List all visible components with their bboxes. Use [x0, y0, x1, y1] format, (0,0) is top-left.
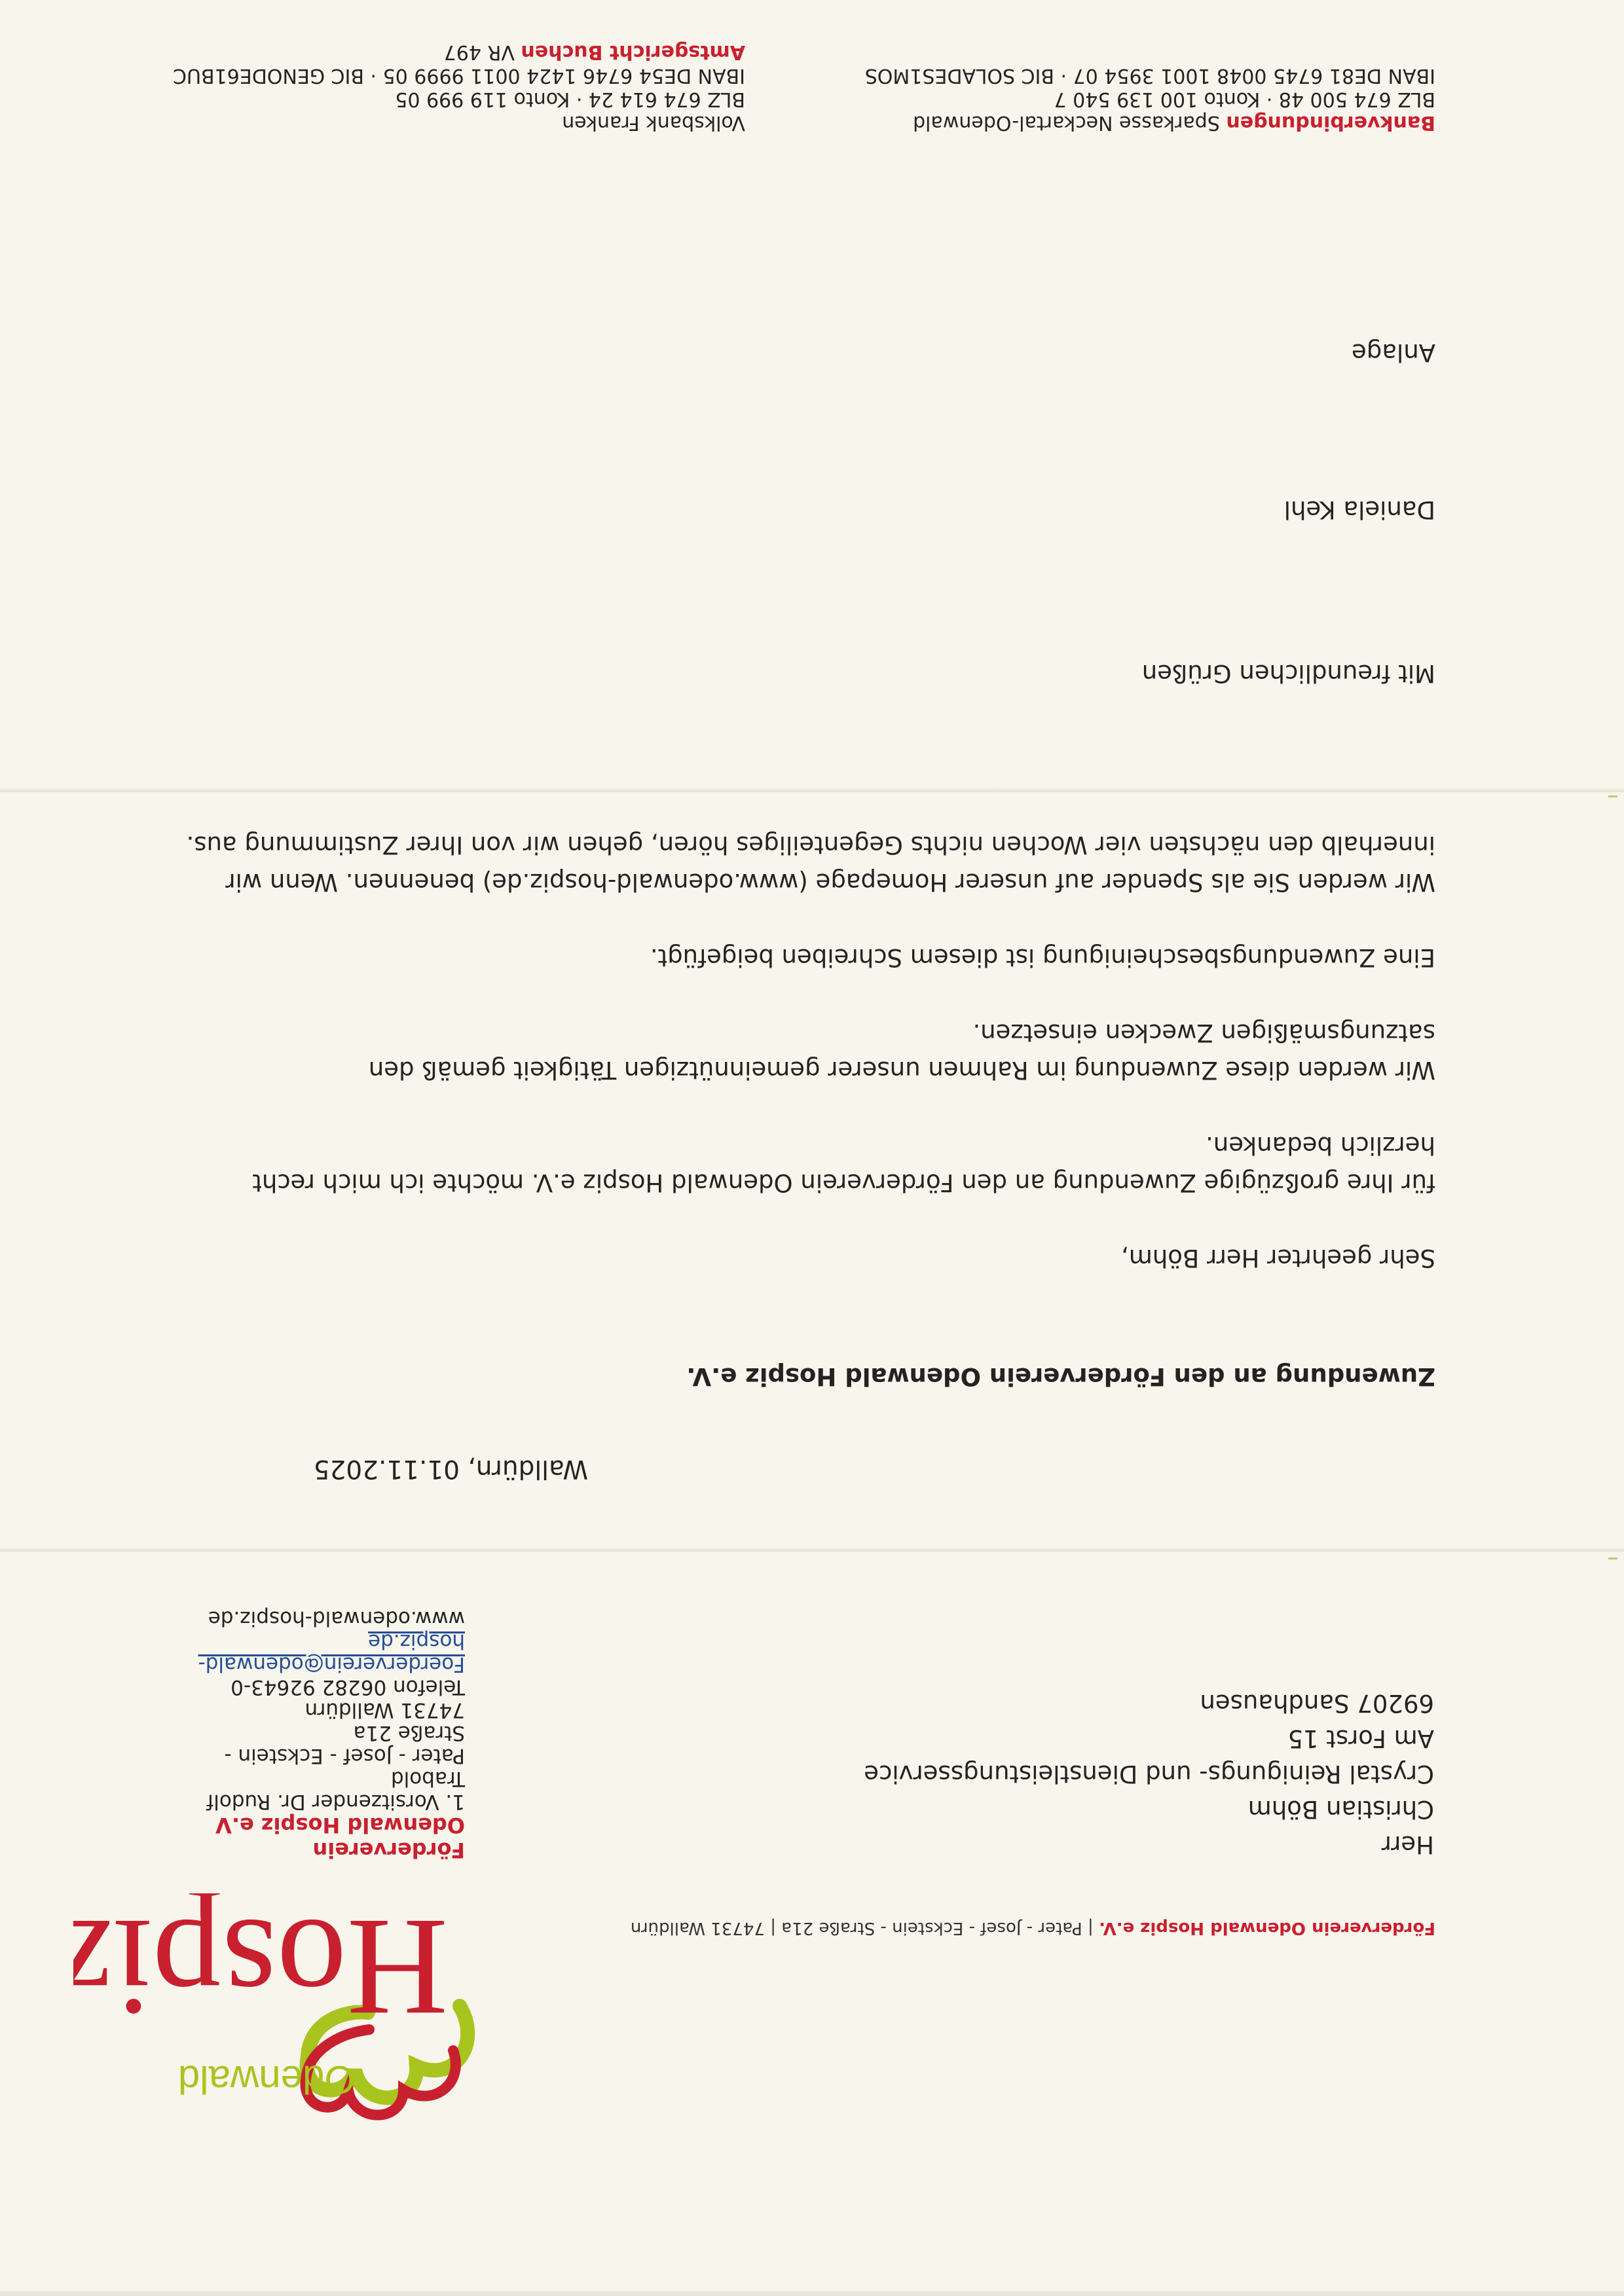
logo-hospiz-text: Hospiz	[73, 1893, 448, 2045]
body-paragraph: Wir werden Sie als Spender auf unserer Homepage (www.odenwald-hospiz.de) benennen. Wenn wir innerhalb den nächsten vier Wochen nichts Gegenteiliges hören, gehen wir von Ihrer Zustimmung aus.	[186, 831, 1435, 896]
recipient-address	[864, 1685, 1434, 1862]
org-info-line: Telefon 06282 92643-0	[231, 1675, 465, 1699]
org-info-line: 1. Vorsitzender Dr. Rudolf Trabold	[206, 1767, 465, 1813]
letter-body	[178, 788, 1435, 1277]
logo-odenwald-text: Odenwald	[177, 2058, 355, 2102]
footer-bank-name: Sparkasse Neckartal-Odenwald	[913, 111, 1220, 134]
organization-info	[190, 1607, 465, 1863]
footer-bank-name: Volksbank Franken	[562, 111, 745, 134]
sender-line-org: Förderverein Odenwald Hospiz e.V.	[1099, 1918, 1435, 1938]
footer-bank-volksbank	[173, 40, 745, 134]
footer-bank-line: IBAN DE54 6746 1424 0011 9999 05 · BIC GENODE61BUC	[173, 64, 745, 87]
org-email-link[interactable]: Foerderverein@odenwald-	[198, 1652, 465, 1676]
footer-bank-line: BLZ 674 614 24 · Konto 119 999 05	[395, 88, 745, 111]
hospiz-logo	[73, 1893, 479, 2181]
recipient-line: Am Forst 15	[1287, 1724, 1434, 1753]
footer-bank-line: IBAN DE81 6745 0048 1001 3954 07 · BIC SOLADES1MOS	[864, 64, 1435, 87]
recipient-line: 69207 Sandhausen	[1200, 1689, 1434, 1717]
org-info-line: Pater - Josef - Eckstein - Straße 21a	[224, 1721, 465, 1768]
sender-return-line	[631, 1918, 1435, 1938]
footer-court-label: Amtsgericht Buchen	[521, 41, 745, 64]
sender-line-address: | Pater - Josef - Eckstein - Straße 21a | 74731 Walldürn	[630, 1918, 1099, 1938]
org-heading: Odenwald Hospiz e.V	[215, 1813, 465, 1838]
body-paragraph: Wir werden diese Zuwendung im Rahmen unserer gemeinnützigen Tätigkeit gemäß den satzungsmäßigen Zwecken einsetzen.	[368, 1019, 1435, 1084]
footer-bank-label: Bankverbindungen	[1226, 111, 1435, 134]
fold-mark	[1608, 795, 1617, 797]
logo-graphic	[73, 1893, 479, 2181]
fold-mark	[1608, 1558, 1617, 1559]
org-email-link[interactable]: hospiz.de	[368, 1630, 465, 1653]
body-paragraph: Eine Zuwendungsbescheinigung ist diesem Schreiben beigefügt.	[650, 943, 1435, 972]
closing: Mit freundlichen Grüßen	[1141, 659, 1435, 687]
footer-bank-line: BLZ 674 500 48 · Konto 100 139 540 7	[1054, 88, 1435, 111]
footer-bank-sparkasse	[865, 64, 1435, 134]
salutation: Sehr geehrter Herr Böhm,	[1121, 1244, 1435, 1272]
org-website: www.odenwald-hospiz.de	[208, 1607, 465, 1630]
letter-subject: Zuwendung an den Förderverein Odenwald Hospiz e.V.	[686, 1362, 1435, 1391]
letter-date: Walldürn, 01.11.2025	[313, 1454, 588, 1484]
enclosure-note: Anlage	[1352, 338, 1435, 367]
fold-line-upper	[0, 1548, 1624, 1552]
recipient-line: Herr	[1381, 1831, 1434, 1859]
body-paragraph: für Ihre großzügige Zuwendung an den Förderverein Odenwald Hospiz e.V. möchte ich mich recht herzlich bedanken.	[252, 1131, 1435, 1197]
signer-name: Daniela Kehl	[1283, 496, 1435, 524]
org-info-line: 74731 Walldürn	[304, 1698, 465, 1722]
org-heading: Förderverein	[312, 1838, 465, 1863]
recipient-line: Christian Böhm	[1247, 1795, 1434, 1823]
recipient-line: Crystal Reinigungs- und Dienstleistungsservice	[864, 1760, 1434, 1788]
footer-court-value: VR 497	[443, 41, 515, 64]
